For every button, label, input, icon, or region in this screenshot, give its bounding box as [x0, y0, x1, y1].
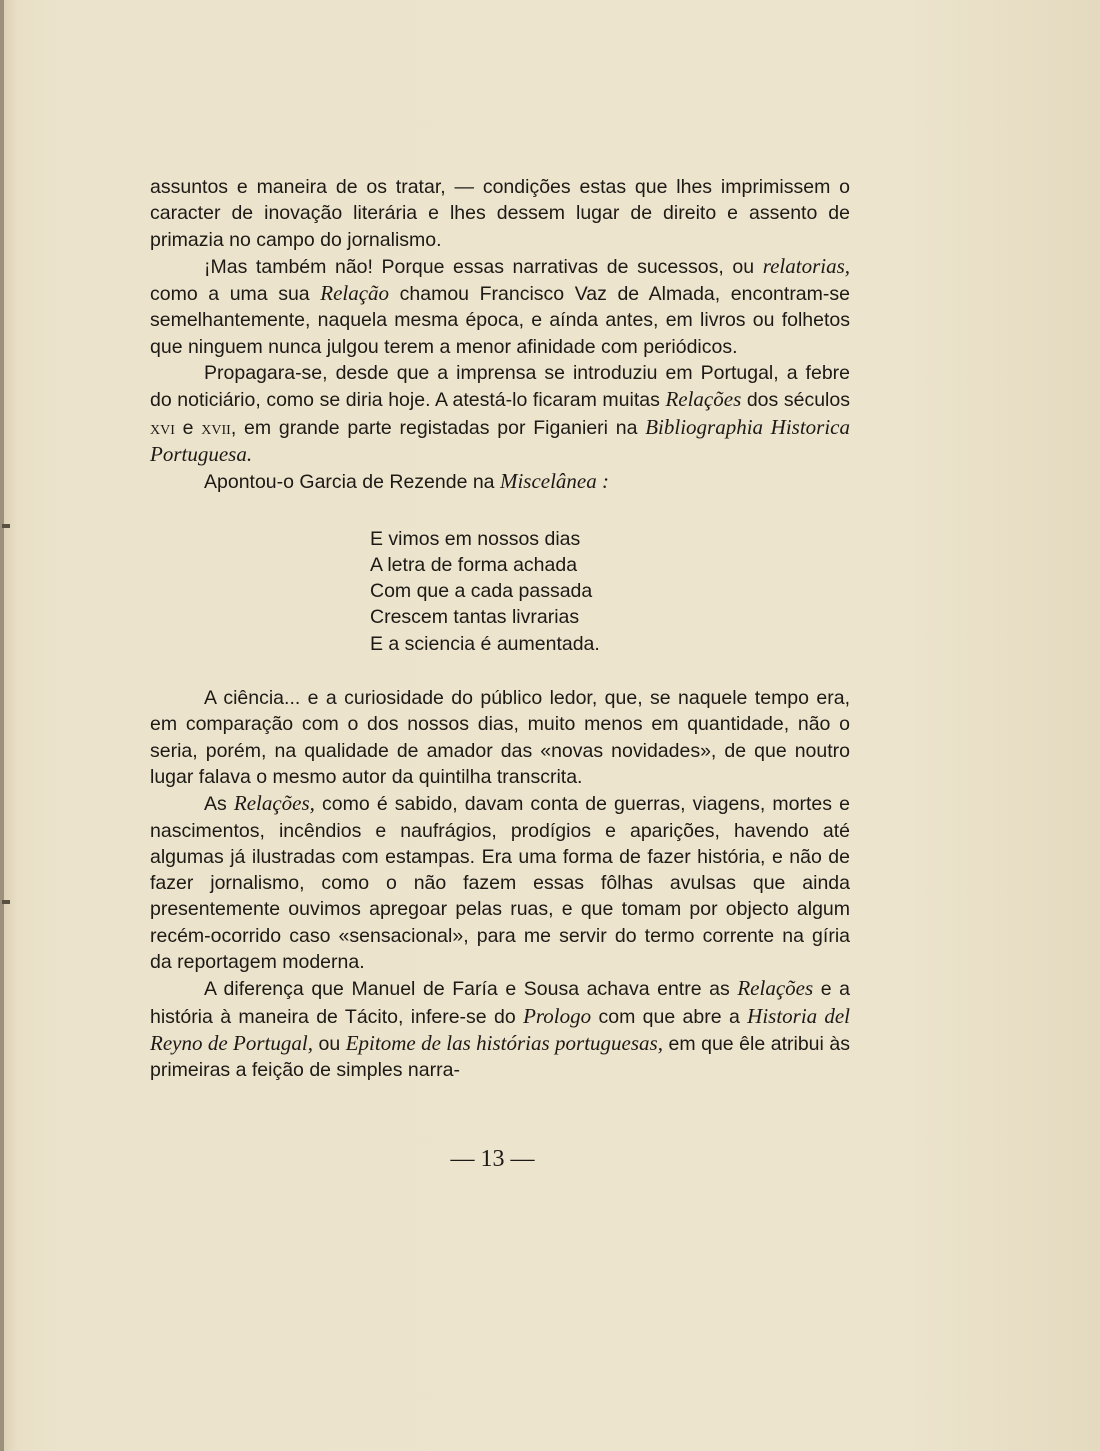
century-numeral: xvii [201, 416, 231, 439]
text-run: como é sabido, davam conta de guerras, viagens, mortes e nascimentos, incêndios e naufrágios, prodígios e aparições, havendo até algumas já ilustradas com estampas. Era uma forma de fazer história, e não de fazer jornalismo, como o não fazem essas fôlhas avulsas que ainda presentemente ouvimos apregoar pelas ruas, e que tomam por objecto algum recém-ocorrido caso «sensacional», para me servir do termo corrente na gíria da reportagem moderna. [150, 793, 850, 974]
italic-title: Bibliographia Historica Portuguesa. [150, 414, 850, 466]
italic-title: Prologo [523, 1003, 592, 1028]
text-run: chamou Francisco Vaz de Almada, encontram-se semelhantemente, naquela mesma época, e aínda antes, em livros ou folhetos que ninguem nunca julgou terem a menor afinidade com periódicos. [150, 283, 850, 358]
margin-mark [2, 900, 10, 904]
text-run: ou [312, 1032, 346, 1055]
italic-title: Miscelânea : [499, 469, 609, 494]
text-run: Propagara-se, desde que a imprensa se introduziu em Portugal, a febre do noticiário, como se diria hoje. A atestá-lo ficaram muitas [150, 362, 850, 412]
page-number: — 13 — [450, 1146, 535, 1172]
poem-line: Com que a cada passada [370, 580, 593, 603]
text-run: como a uma sua [150, 283, 321, 306]
paragraph-7 [150, 975, 850, 1083]
text-run: assuntos e maneira de os tratar, — condições estas que lhes imprimissem o caracter de inovação literária e lhes dessem lugar de direito e assento de primazia no campo do jornalismo. [150, 176, 850, 251]
text-run: Apontou-o Garcia de Rezende na [204, 471, 500, 494]
text-run: , em grande parte registadas por Figanieri na [230, 416, 646, 439]
poem-line: Crescem tantas livrarias [370, 606, 580, 629]
italic-term: Relações [665, 387, 742, 412]
margin-mark [2, 524, 10, 528]
paragraph-4 [150, 468, 850, 495]
paragraph-1 [150, 174, 850, 253]
italic-term: Relação [320, 281, 390, 306]
text-run: e a história à maneira de Tácito, infere-se do [150, 978, 851, 1028]
italic-title: Historia del Reyno de Portugal, [150, 1003, 851, 1055]
text-run: A ciência... e a curiosidade do público ledor, que, se naquele tempo era, em comparação com o dos nossos dias, muito menos em quantidade, não o seria, porém, na qualidade de amador das «novas novidades», de que noutro lugar falava o mesmo autor da quintilha transcrita. [150, 687, 850, 788]
page-edge [0, 0, 4, 1451]
poem-line: A letra de forma achada [370, 553, 578, 576]
paragraph-6 [150, 790, 850, 975]
italic-title: Epitome de las histórias portuguesas, [345, 1030, 663, 1055]
paragraph-2 [150, 253, 850, 360]
paragraph-5 [150, 685, 850, 790]
text-run: A diferença que Manuel de Faría e Sousa achava entre as [204, 978, 738, 1001]
italic-term: Relações [737, 976, 814, 1001]
body-text [150, 174, 850, 1084]
text-run: ¡Mas também não! Porque essas narrativas de sucessos, ou [204, 255, 763, 278]
paragraph-3 [150, 360, 850, 468]
text-run: com que abre a [591, 1005, 748, 1028]
text-run: e [174, 416, 202, 439]
century-numeral: xvi [150, 416, 175, 439]
text-run: em que êle atribui às primeiras a feição de simples narra- [150, 1032, 850, 1082]
poem-line: E a sciencia é aumentada. [370, 632, 600, 655]
text-run: As [204, 793, 234, 816]
italic-term: relatorias, [762, 253, 850, 278]
quintilha-poem [370, 526, 850, 657]
poem-line: E vimos em nossos dias [370, 527, 581, 550]
text-run: dos séculos [741, 389, 850, 412]
italic-term: Relações, [233, 791, 315, 816]
